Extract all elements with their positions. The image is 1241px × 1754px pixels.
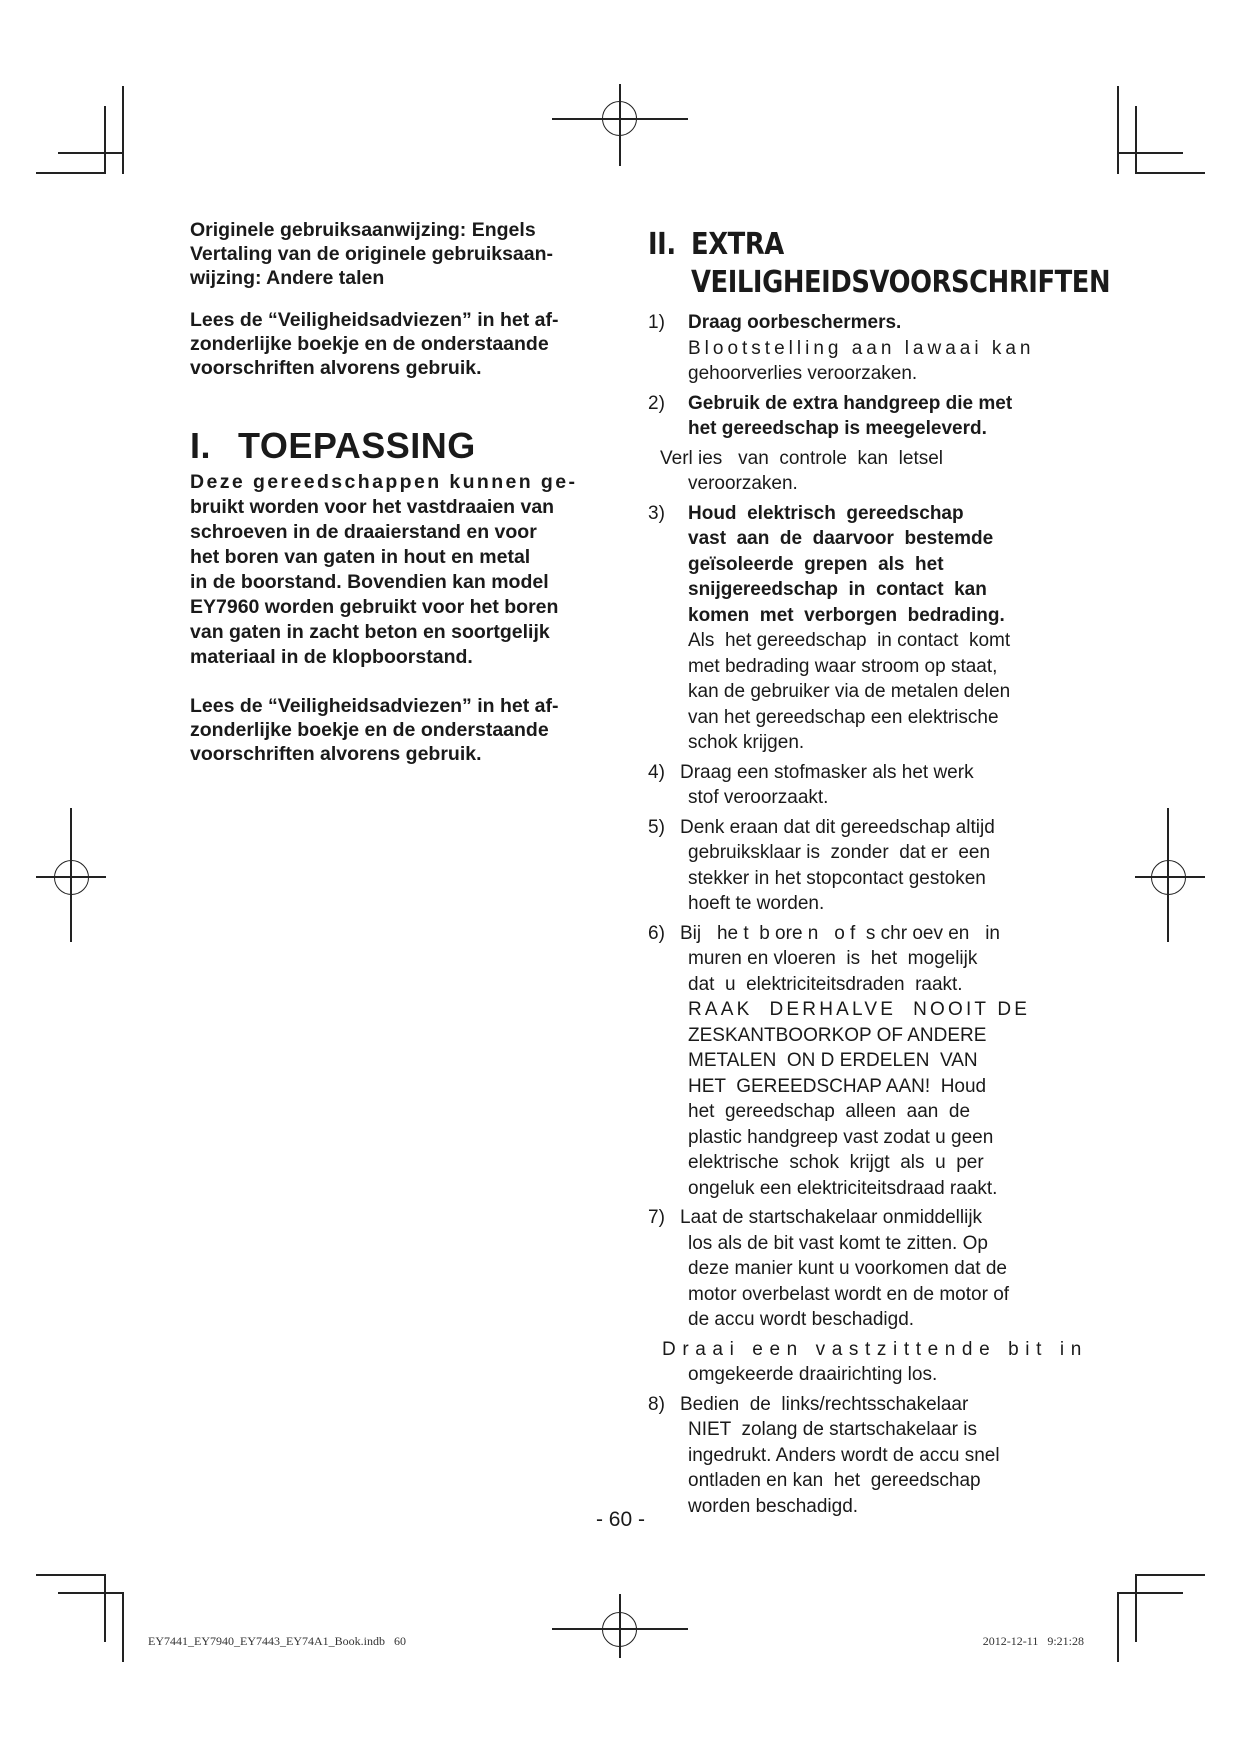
page-number: - 60 -	[595, 1508, 645, 1531]
safety-item-4: 4) Draag een stofmasker als het werk stof veroorzaakt.	[648, 761, 974, 808]
safety-item-6: 6) Bij he t b ore n o f s chr oev en in muren en vloeren is het mogelijk dat u elektriciteitsdraden raakt. RAAK DERHALVE NOOIT DE ZESKANTBOORKOP OF ANDERE METALEN ON D ERDELEN VAN HET GEREEDSCHAP AAN! Houd het gereedschap alleen aan de plastic handgreep vast zodat u geen elektrische schok krijgt als u per ongeluk een elektriciteitsdraad raakt.	[648, 922, 1031, 1199]
footer-timestamp: 2012-12-11 9:21:28	[982, 1634, 1084, 1648]
safety-item-5: 5) Denk eraan dat dit gereedschap altijd gebruiksklaar is zonder dat er een stekker in het stopcontact gestoken hoeft te worden.	[648, 816, 995, 914]
section-heading-extra-safety: II. EXTRA VEILIGHEIDSVOORSCHRIFTEN	[648, 227, 1111, 300]
right-column: II. EXTRA VEILIGHEIDSVOORSCHRIFTEN 1) Draag oorbeschermers. Blootstelling aan lawaai kan gehoorverlies veroorzaken. 2) Gebruik de extra handgreep die met het gereedschap is meegeleverd. Verl ies van controle kan letsel veroorzaken. 3) Houd elektrisch gereedschap vast aan de daarvoor bestemde geïsoleerde grepen als het snijgereedschap in contact kan komen met verborgen bedrading. Als het gereedschap in contact komt met bedrading waar stroom op staat, kan de gebruiker via de metalen delen van het gereedschap een elektrische schok krijgen. 4) Draag een stofmasker als het werk stof veroorzaakt. 5) Denk eraan dat dit gereedschap altijd gebruiksklaar is zonder dat er een stekker in het stopcontact gestoken hoeft te worden. 6) Bij he t b ore n o f s chr oev en in muren en vloeren is het mogelijk dat u elektriciteitsdraden raakt. RAAK DERHALVE NOOIT DE ZESKANTBOORKOP OF ANDERE METALEN ON D ERDELEN VAN HET GEREEDSCHAP AAN! Houd het gereedschap alleen aan de plastic handgreep vast zodat u geen elektrische schok krijgt als u per ongeluk een elektriciteitsdraad raakt. 7) Laat de startschakelaar onmiddellijk los als de bit vast komt te zitten. Op deze manier kunt u voorkomen dat de motor overbelast wordt en de motor of de accu wordt beschadigd. Draai een vastzittende bit in omgekeerde draairichting los. 8) Bedien de links/rechtsschakelaar NIET zolang de startschakelaar is ingedrukt. Anders wordt de accu snel ontladen en kan het gereedschap worden beschadigd.	[648, 226, 1078, 1523]
safety-item-3: 3) Houd elektrisch gereedschap vast aan de daarvoor bestemde geïsoleerde grepen als het snijgereedschap in contact kan komen met verborgen bedrading. Als het gereedschap in contact komt met bedrading waar stroom op staat, kan de gebruiker via de metalen delen van het gereedschap een elektrische schok krijgen.	[648, 502, 1011, 753]
application-text: Deze gereedschappen kunnen ge- bruikt worden voor het vastdraaien van schroeven in de draaierstand en voor het boren van gaten in hout en metal in de boorstand. Bovendien kan model EY7960 worden gebruikt voor het boren van gaten in zacht beton en soortgelijk materiaal in de klopboorstand.	[190, 471, 578, 668]
safety-item-7-text: Draai een vastzittende bit in	[662, 1338, 1088, 1360]
safety-item-2: 2) Gebruik de extra handgreep die met het gereedschap is meegeleverd.	[648, 392, 1013, 439]
safety-item-1: 1) Draag oorbeschermers. Blootstelling aan lawaai kan gehoorverlies veroorzaken.	[648, 312, 1035, 384]
section-heading-toepassing: I. TOEPASSING	[190, 425, 476, 466]
safety-item-8: 8) Bedien de links/rechtsschakelaar NIET zolang de startschakelaar is ingedrukt. Anders wordt de accu snel ontladen en kan het gereedschap worden beschadigd.	[648, 1393, 1000, 1517]
safety-notice-1: Lees de “Veiligheidsadviezen” in het af- zonderlijke boekje en de onderstaande voorschriften alvorens gebruik.	[190, 309, 559, 379]
safety-notice-2: Lees de “Veiligheidsadviezen” in het af- zonderlijke boekje en de onderstaande voorschriften alvorens gebruik.	[190, 695, 559, 765]
translation-notice: Originele gebruiksaanwijzing: Engels Vertaling van de originele gebruiksaan- wijzing: Andere talen	[190, 219, 554, 289]
footer-filename: EY7441_EY7940_EY7443_EY74A1_Book.indb 60	[148, 1634, 406, 1648]
safety-item-7: 7) Laat de startschakelaar onmiddellijk los als de bit vast komt te zitten. Op deze manier kunt u voorkomen dat de motor overbelast wordt en de motor of de accu wordt beschadigd.	[648, 1207, 1010, 1330]
left-column	[190, 218, 600, 784]
safety-item-2-text: Verl ies van controle kan letsel	[660, 447, 944, 469]
